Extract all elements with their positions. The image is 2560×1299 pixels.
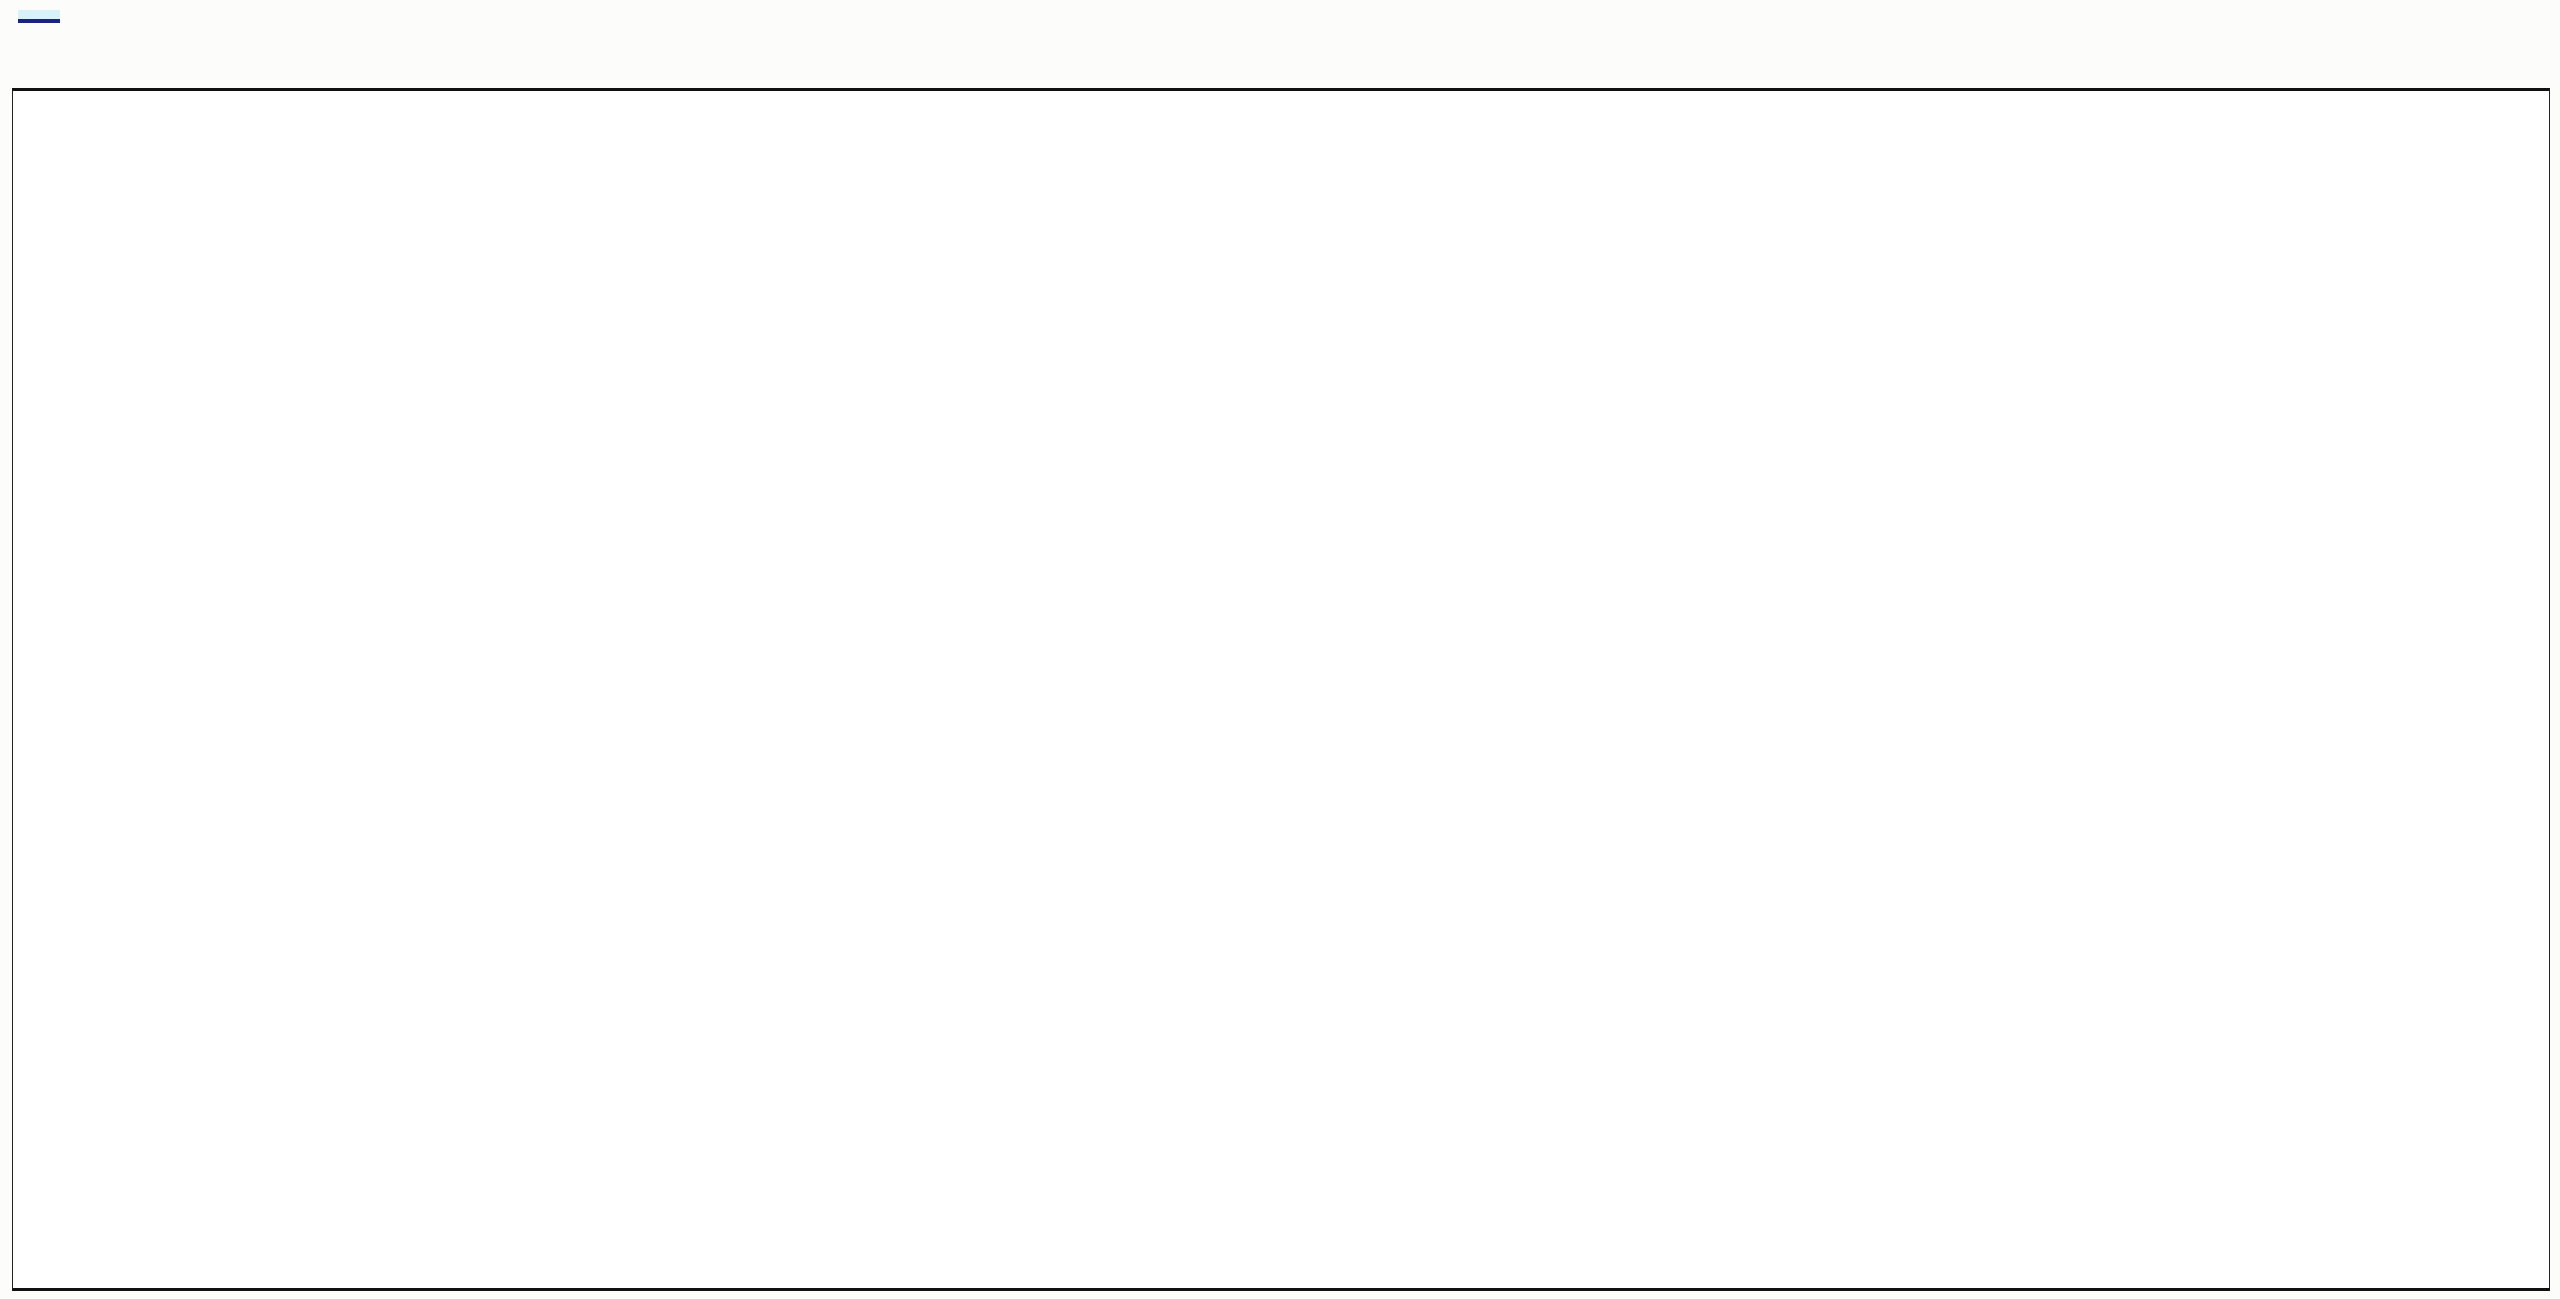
page-title [18,10,60,23]
catalog-grid [12,88,2550,1291]
